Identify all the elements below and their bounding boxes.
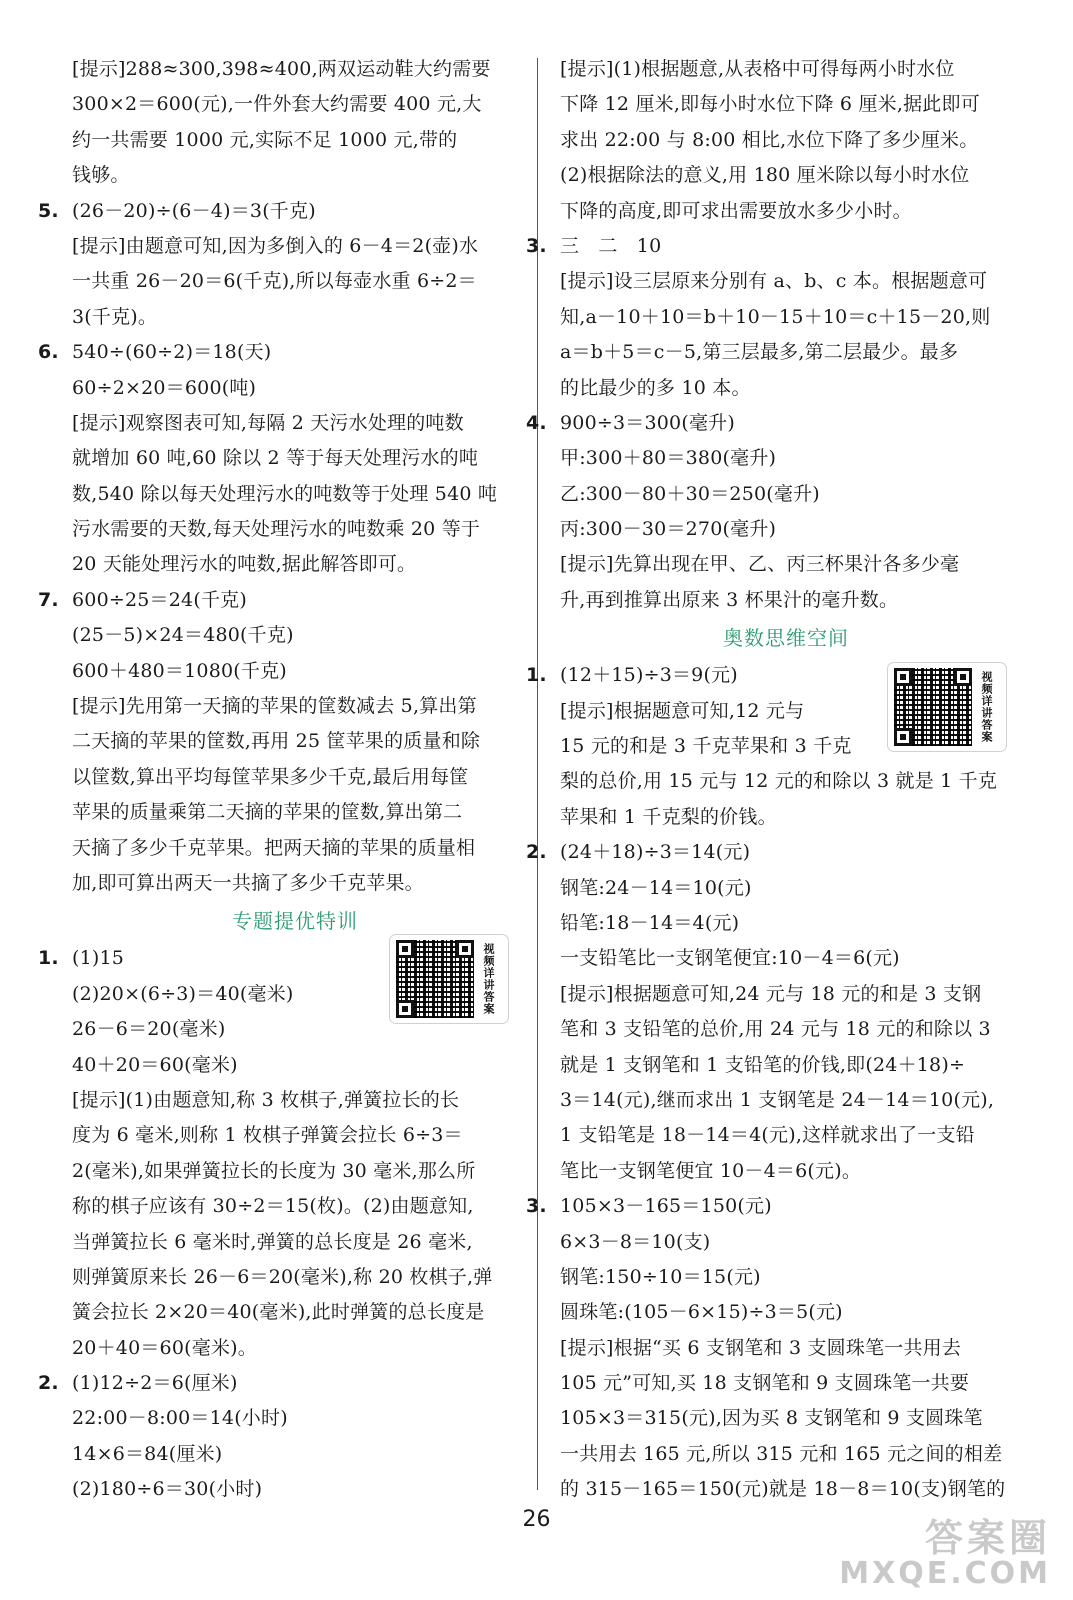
line-text: [提示]根据题意可知,24 元与 18 元的和是 3 支钢	[560, 982, 982, 1005]
line-text: [提示]根据“买 6 支钢笔和 3 支圆珠笔一共用去	[560, 1336, 962, 1359]
text-line	[72, 760, 518, 795]
left-column	[38, 52, 518, 1508]
problem-number: 3.	[526, 234, 547, 257]
line-text: 105 元”可知,买 18 支钢笔和 9 支圆珠笔一共要	[560, 1372, 970, 1395]
qr-code-icon	[396, 940, 474, 1018]
line-text: 三 二 10	[560, 234, 662, 257]
text-line	[560, 1048, 1012, 1083]
line-text: 的比最少的多 10 本。	[560, 376, 751, 399]
text-line	[72, 512, 518, 547]
text-line	[72, 1260, 518, 1295]
text-line	[560, 764, 1012, 799]
text-line	[560, 52, 1012, 87]
line-text: 就是 1 支钢笔和 1 支铅笔的价钱,即(24＋18)÷	[560, 1053, 966, 1076]
text-line	[560, 1472, 1012, 1507]
line-text: 2(毫米),如果弹簧拉长的长度为 30 毫米,那么所	[72, 1159, 476, 1182]
text-line	[72, 123, 518, 158]
line-text: 一共用去 165 元,所以 315 元和 165 元之间的相差	[560, 1442, 1003, 1465]
line-text: [提示]观察图表可知,每隔 2 天污水处理的吨数	[72, 411, 464, 434]
line-text: 900÷3＝300(毫升)	[560, 411, 735, 434]
text-line	[560, 1012, 1012, 1047]
text-line	[72, 654, 518, 689]
line-text: 升,再到推算出原来 3 杯果汁的毫升数。	[560, 588, 899, 611]
line-text: 数,540 除以每天处理污水的吨数等于处理 540 吨	[72, 482, 498, 505]
text-line	[560, 906, 1012, 941]
line-text: (1)15	[72, 947, 125, 970]
qr-label: 视频详讲答案	[980, 671, 993, 743]
line-text: 300×2＝600(元),一件外套大约需要 400 元,大	[72, 93, 482, 116]
line-text: 40＋20＝60(毫米)	[72, 1053, 238, 1076]
line-text: 铅笔:18－14＝4(元)	[560, 911, 740, 934]
text-line	[560, 1295, 1012, 1330]
line-text: [提示]先算出现在甲、乙、丙三杯果汁各多少毫	[560, 553, 960, 576]
line-text: 540÷(60÷2)＝18(天)	[72, 341, 272, 364]
text-line	[72, 1472, 518, 1507]
line-text: (26－20)÷(6－4)＝3(千克)	[72, 199, 316, 222]
problem-number: 4.	[526, 411, 547, 434]
line-text: 60÷2×20＝600(吨)	[72, 376, 257, 399]
right-column	[526, 52, 1012, 1508]
line-text: 当弹簧拉长 6 毫米时,弹簧的总长度是 26 毫米,	[72, 1230, 473, 1253]
text-line	[72, 406, 518, 441]
line-text: 的 315－165＝150(元)就是 18－8＝10(支)钢笔的	[560, 1478, 1006, 1501]
watermark-line1: 答案圈	[924, 1516, 1051, 1560]
text-line	[560, 123, 1012, 158]
line-text: 下降 12 厘米,即每小时水位下降 6 厘米,据此即可	[560, 93, 980, 116]
text-line	[72, 618, 518, 653]
line-text: 污水需要的天数,每天处理污水的吨数乘 20 等于	[72, 518, 481, 541]
text-line	[560, 1083, 1012, 1118]
text-line	[38, 335, 518, 370]
line-text: 3(千克)。	[72, 305, 158, 328]
line-text: 6×3－8＝10(支)	[560, 1230, 711, 1253]
text-line	[560, 1154, 1012, 1189]
text-line	[72, 1154, 518, 1189]
text-line	[560, 1437, 1012, 1472]
text-line	[72, 477, 518, 512]
problem-number: 6.	[38, 341, 59, 364]
line-text: 丙:300－30＝270(毫升)	[560, 518, 777, 541]
text-line	[560, 194, 1012, 229]
text-line	[72, 1189, 518, 1224]
column-divider	[537, 58, 538, 1490]
text-line	[72, 1225, 518, 1260]
problem-number: 1.	[38, 947, 59, 970]
problem-number: 3.	[526, 1195, 547, 1218]
line-text: (24＋18)÷3＝14(元)	[560, 841, 751, 864]
text-line	[72, 441, 518, 476]
line-text: 称的棋子应该有 30÷2＝15(枚)。(2)由题意知,	[72, 1195, 474, 1218]
text-line	[72, 52, 518, 87]
text-line	[38, 194, 518, 229]
text-line	[72, 1295, 518, 1330]
text-line	[526, 1189, 1012, 1224]
problem-number: 2.	[526, 841, 547, 864]
line-text: 钢笔:24－14＝10(元)	[560, 876, 752, 899]
line-text: [提示]288≈300,398≈400,两双运动鞋大约需要	[72, 58, 491, 80]
text-line	[560, 977, 1012, 1012]
watermark	[839, 1518, 1051, 1590]
line-text: 1 支铅笔是 18－14＝4(元),这样就求出了一支铅	[560, 1124, 975, 1147]
text-line	[560, 1366, 1012, 1401]
text-line	[72, 831, 518, 866]
qr-code-left[interactable]	[390, 935, 508, 1023]
qr-code-icon	[894, 668, 972, 746]
line-text: [提示]根据题意可知,12 元与	[560, 699, 805, 722]
line-text: 簧会拉长 2×20＝40(毫米),此时弹簧的总长度是	[72, 1301, 485, 1324]
line-text: 一共重 26－20＝6(千克),所以每壶水重 6÷2＝	[72, 270, 477, 293]
text-line	[72, 371, 518, 406]
line-text: (2)180÷6＝30(小时)	[72, 1478, 263, 1501]
line-text: (1)12÷2＝6(厘米)	[72, 1372, 238, 1395]
line-text: (2)根据除法的意义,用 180 厘米除以每小时水位	[560, 164, 970, 187]
line-text: 22:00－8:00＝14(小时)	[72, 1407, 288, 1430]
text-line	[72, 300, 518, 335]
line-text: 钢笔:150÷10＝15(元)	[560, 1265, 761, 1288]
text-line	[560, 87, 1012, 122]
line-text: 钱够。	[72, 164, 130, 187]
line-text: 圆珠笔:(105－6×15)÷3＝5(元)	[560, 1301, 843, 1324]
line-text: 26－6＝20(毫米)	[72, 1018, 226, 1041]
text-line	[72, 1048, 518, 1083]
text-line	[560, 371, 1012, 406]
line-text: 20 天能处理污水的吨数,据此解答即可。	[72, 553, 417, 576]
text-line	[560, 583, 1012, 618]
text-line	[560, 300, 1012, 335]
line-text: (2)20×(6÷3)＝40(毫米)	[72, 982, 294, 1005]
text-line	[560, 477, 1012, 512]
line-text: 一支铅笔比一支钢笔便宜:10－4＝6(元)	[560, 947, 900, 970]
problem-number: 2.	[38, 1372, 59, 1395]
line-text: a＝b＋5＝c－5,第三层最多,第二层最少。最多	[560, 341, 959, 364]
line-text: 笔比一支钢笔便宜 10－4＝6(元)。	[560, 1159, 862, 1182]
text-line	[72, 1118, 518, 1153]
text-line	[560, 264, 1012, 299]
text-line	[72, 264, 518, 299]
line-text: 苹果和 1 千克梨的价钱。	[560, 805, 777, 828]
line-text: 15 元的和是 3 千克苹果和 3 千克	[560, 735, 852, 758]
qr-code-right[interactable]	[888, 663, 1006, 751]
line-text: 天摘了多少千克苹果。把两天摘的苹果的质量相	[72, 836, 476, 859]
text-line	[560, 941, 1012, 976]
text-line	[560, 335, 1012, 370]
line-text: 3＝14(元),继而求出 1 支钢笔是 24－14＝10(元),	[560, 1088, 995, 1111]
text-line	[72, 795, 518, 830]
line-text: 下降的高度,即可求出需要放水多少小时。	[560, 199, 912, 222]
text-line	[560, 1331, 1012, 1366]
line-text: 苹果的质量乘第二天摘的苹果的筐数,算出第二	[72, 801, 463, 824]
line-text: 梨的总价,用 15 元与 12 元的和除以 3 就是 1 千克	[560, 770, 998, 793]
line-text: 则弹簧原来长 26－6＝20(毫米),称 20 枚棋子,弹	[72, 1265, 493, 1288]
section-heading: 奥数思维空间	[723, 626, 849, 651]
line-text: 600÷25＝24(千克)	[72, 588, 247, 611]
page-number: 26	[522, 1507, 551, 1532]
text-line	[72, 689, 518, 724]
problem-number: 5.	[38, 199, 59, 222]
line-text: 20＋40＝60(毫米)。	[72, 1336, 257, 1359]
line-text: 度为 6 毫米,则称 1 枚棋子弹簧会拉长 6÷3＝	[72, 1124, 463, 1147]
line-text: 二天摘的苹果的筐数,再用 25 筐苹果的质量和除	[72, 730, 481, 753]
text-line	[526, 406, 1012, 441]
line-text: 加,即可算出两天一共摘了多少千克苹果。	[72, 871, 424, 894]
text-line	[38, 583, 518, 618]
line-text: [提示]先用第一天摘的苹果的筐数减去 5,算出第	[72, 695, 477, 718]
line-text: 就增加 60 吨,60 除以 2 等于每天处理污水的吨	[72, 447, 479, 470]
problem-number: 7.	[38, 588, 59, 611]
section-heading: 专题提优特训	[232, 909, 358, 934]
qr-label: 视频详讲答案	[482, 943, 495, 1015]
text-line	[72, 1083, 518, 1118]
text-line	[72, 1331, 518, 1366]
text-line	[560, 800, 1012, 835]
text-line	[72, 724, 518, 759]
line-text: 600＋480＝1080(千克)	[72, 659, 287, 682]
text-line	[72, 1437, 518, 1472]
text-line	[72, 158, 518, 193]
text-line	[560, 547, 1012, 582]
line-text: 乙:300－80＋30＝250(毫升)	[560, 482, 820, 505]
problem-number: 1.	[526, 664, 547, 687]
text-line	[526, 229, 1012, 264]
line-text: 14×6＝84(厘米)	[72, 1442, 223, 1465]
line-text: 约一共需要 1000 元,实际不足 1000 元,带的	[72, 128, 458, 151]
line-text: 甲:300＋80＝380(毫升)	[560, 447, 777, 470]
text-line	[560, 1225, 1012, 1260]
text-line	[560, 1401, 1012, 1436]
line-text: [提示](1)根据题意,从表格中可得每两小时水位	[560, 58, 955, 80]
text-line	[560, 871, 1012, 906]
line-text: (12＋15)÷3＝9(元)	[560, 664, 738, 687]
text-line	[560, 441, 1012, 476]
line-text: (25－5)×24＝480(千克)	[72, 624, 294, 647]
watermark-line2: MXQE.COM	[839, 1556, 1051, 1591]
text-line	[560, 1260, 1012, 1295]
text-line	[38, 1366, 518, 1401]
text-line	[72, 229, 518, 264]
line-text: [提示]由题意可知,因为多倒入的 6－4＝2(壶)水	[72, 234, 479, 257]
line-text: [提示](1)由题意知,称 3 枚棋子,弹簧拉长的长	[72, 1088, 460, 1111]
text-line	[560, 512, 1012, 547]
text-line	[560, 1118, 1012, 1153]
text-line	[72, 87, 518, 122]
line-text: 笔和 3 支铅笔的总价,用 24 元与 18 元的和除以 3	[560, 1018, 991, 1041]
line-text: 105×3＝315(元),因为买 8 支钢笔和 9 支圆珠笔	[560, 1407, 983, 1430]
line-text: [提示]设三层原来分别有 a、b、c 本。根据题意可	[560, 270, 988, 293]
text-line	[72, 866, 518, 901]
line-text: 知,a－10＋10＝b＋10－15＋10＝c＋15－20,则	[560, 305, 991, 328]
text-line	[526, 835, 1012, 870]
text-line	[72, 547, 518, 582]
line-text: 求出 22:00 与 8:00 相比,水位下降了多少厘米。	[560, 128, 979, 151]
line-text: 105×3－165＝150(元)	[560, 1195, 772, 1218]
text-line	[72, 1401, 518, 1436]
text-line	[560, 158, 1012, 193]
line-text: 以筐数,算出平均每筐苹果多少千克,最后用每筐	[72, 765, 469, 788]
